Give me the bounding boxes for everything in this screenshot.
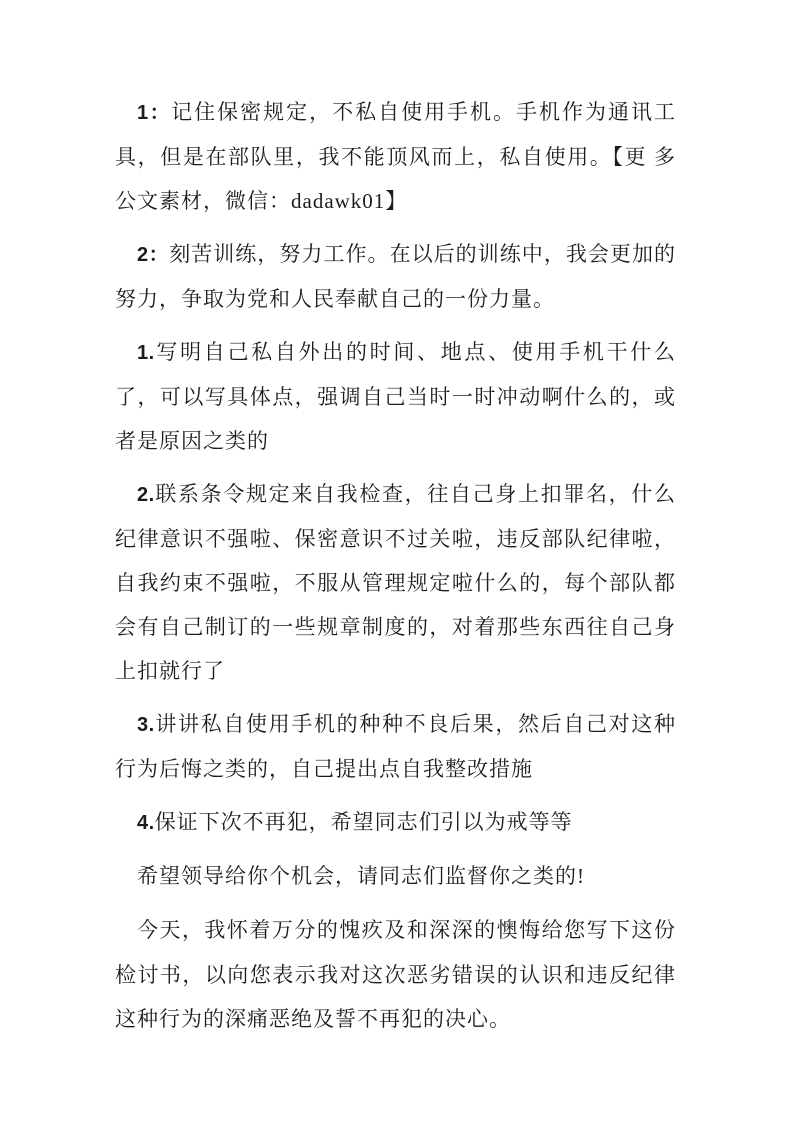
paragraph-number: 1： <box>137 102 172 124</box>
paragraph-number: 2. <box>137 484 155 506</box>
paragraph-text: 刻苦训练，努力工作。在以后的训练中，我会更加的努力，争取为党和人民奉献自己的一份力量。 <box>115 242 677 311</box>
paragraph <box>115 908 676 1041</box>
paragraph-text: 联系条令规定来自我检查，往自己身上扣罪名，什么纪律意识不强啦、保密意识不过关啦，违反部队纪律啦，自我约束不强啦，不服从管理规定啦什么的，每个部队都会有自己制订的一些规章制度的，对着那些东西往自己身上扣就行了 <box>115 482 676 683</box>
document-text-block <box>115 90 676 1050</box>
paragraph-text: 希望领导给你个机会，请同志们监督你之类的! <box>137 864 585 888</box>
paragraph-text: 写明自己私自外出的时间、地点、使用手机干什么了，可以写具体点，强调自己当时一时冲动啊什么的，或者是原因之类的 <box>115 340 676 453</box>
paragraph-text: 保证下次不再犯，希望同志们引以为戒等等 <box>154 810 573 834</box>
paragraph <box>115 472 676 693</box>
paragraph-text: 今天，我怀着万分的愧疚及和深深的懊悔给您写下这份检讨书，以向您表示我对这次恶劣错误的认识和违反纪律这种行为的深痛恶绝及誓不再犯的决心。 <box>115 918 676 1031</box>
paragraph <box>115 702 676 791</box>
paragraph-number: 4. <box>137 812 155 834</box>
paragraph <box>115 800 676 845</box>
paragraph-number: 2： <box>137 244 170 266</box>
paragraph <box>115 90 676 223</box>
paragraph <box>115 232 676 321</box>
paragraph-text: 记住保密规定，不私自使用手机。手机作为通讯工具，但是在部队里，我不能顶风而上，私自使用。【更 多公文素材，微信：dadawk01】 <box>115 100 677 213</box>
paragraph <box>115 330 676 463</box>
paragraph-number: 3. <box>137 714 155 736</box>
paragraph <box>115 854 676 899</box>
paragraph-text: 讲讲私自使用手机的种种不良后果，然后自己对这种行为后悔之类的，自己提出点自我整改措施 <box>115 712 676 781</box>
paragraph-number: 1. <box>137 342 155 364</box>
